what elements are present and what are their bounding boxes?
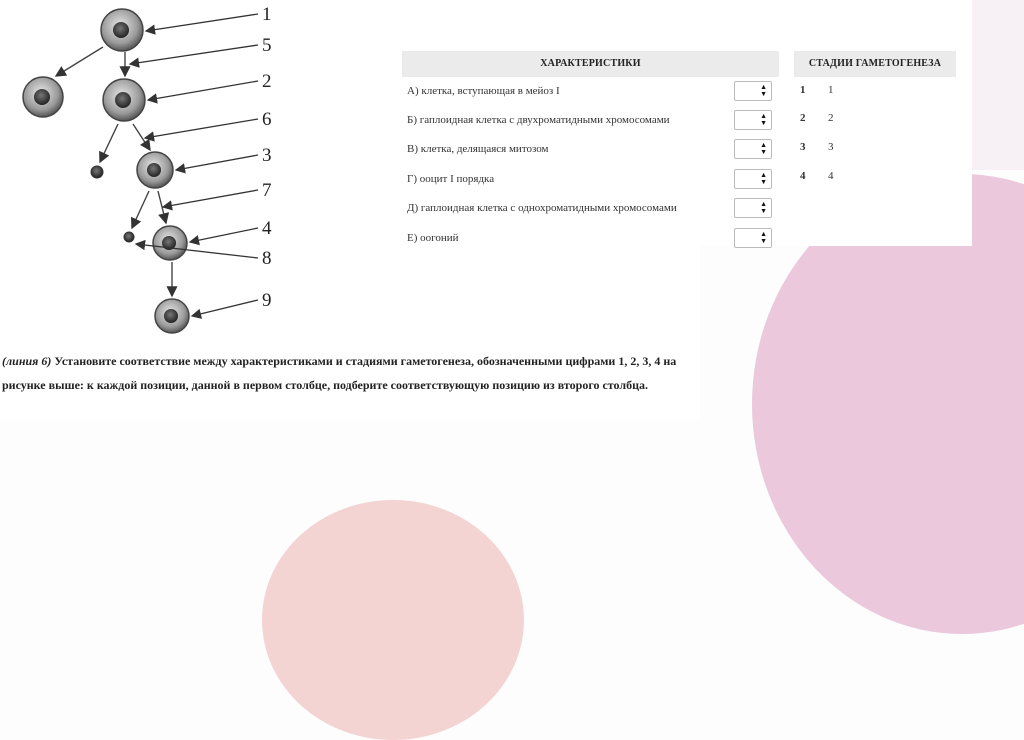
- stage-number: 2: [800, 112, 806, 124]
- stage-item: [800, 112, 860, 132]
- instruction-text: Установите соответствие между характеристиками и стадиями гаметогенеза, обозначенными цифрами 1, 2, 3, 4 на рисунке выше: к каждой позиции, данной в первом столбце, подберите соответствующую позицию из второго столбца.: [2, 354, 677, 392]
- answer-select[interactable]: [734, 139, 772, 159]
- cell-left: [23, 77, 63, 117]
- stage-value: 3: [828, 141, 834, 153]
- characteristic-row: [402, 139, 780, 163]
- select-arrows-icon: ▲ ▼: [760, 230, 767, 245]
- cell-4: [153, 226, 187, 260]
- characteristic-row: [402, 169, 780, 193]
- diagram-label-8: 8: [262, 248, 272, 269]
- characteristic-row: [402, 198, 780, 222]
- instruction-prefix: (линия 6): [2, 354, 52, 368]
- diagram-label-4: 4: [262, 218, 272, 239]
- characteristic-label: Г) ооцит I порядка: [407, 173, 495, 185]
- select-arrows-icon: ▲ ▼: [760, 200, 767, 215]
- cell-1: [101, 9, 143, 51]
- stage-number: 1: [800, 84, 806, 96]
- diagram-label-5: 5: [262, 35, 272, 56]
- select-arrows-icon: ▲ ▼: [760, 112, 767, 127]
- cell-3: [137, 152, 173, 188]
- diagram-label-3: 3: [262, 145, 272, 166]
- answer-select[interactable]: [734, 228, 772, 248]
- decorative-circle-salmon: [262, 500, 524, 740]
- answer-select[interactable]: [734, 110, 772, 130]
- stage-item: [800, 84, 860, 104]
- characteristic-row: [402, 110, 780, 134]
- cell-9: [155, 299, 189, 333]
- characteristic-label: Б) гаплоидная клетка с двухроматидными хромосомами: [407, 114, 670, 126]
- answer-select[interactable]: [734, 81, 772, 101]
- answer-select[interactable]: [734, 198, 772, 218]
- stage-item: [800, 170, 860, 190]
- task-instruction: [2, 349, 692, 397]
- characteristic-row: [402, 228, 780, 252]
- diagram-label-7: 7: [262, 180, 272, 201]
- characteristic-label: А) клетка, вступающая в мейоз I: [407, 85, 560, 97]
- select-arrows-icon: ▲ ▼: [760, 83, 767, 98]
- diagram-label-9: 9: [262, 290, 272, 311]
- characteristics-header: ХАРАКТЕРИСТИКИ: [402, 51, 779, 77]
- stage-value: 4: [828, 170, 834, 182]
- polar-body-1: [91, 166, 103, 178]
- polar-body-2: [124, 232, 134, 242]
- stage-number: 4: [800, 170, 806, 182]
- diagram-label-1: 1: [262, 4, 272, 25]
- select-arrows-icon: ▲ ▼: [760, 171, 767, 186]
- select-arrows-icon: ▲ ▼: [760, 141, 767, 156]
- characteristic-label: В) клетка, делящаяся митозом: [407, 143, 549, 155]
- diagram-label-2: 2: [262, 71, 272, 92]
- stage-item: [800, 141, 860, 161]
- stage-number: 3: [800, 141, 806, 153]
- stage-value: 2: [828, 112, 834, 124]
- answer-select[interactable]: [734, 169, 772, 189]
- gametogenesis-diagram: [0, 0, 300, 340]
- stage-value: 1: [828, 84, 834, 96]
- characteristic-label: Д) гаплоидная клетка с однохроматидными хромосомами: [407, 202, 677, 214]
- cell-2: [103, 79, 145, 121]
- diagram-label-6: 6: [262, 109, 272, 130]
- characteristic-row: [402, 81, 780, 105]
- stages-header: СТАДИИ ГАМЕТОГЕНЕЗА: [794, 51, 956, 77]
- characteristic-label: Е) оогоний: [407, 232, 459, 244]
